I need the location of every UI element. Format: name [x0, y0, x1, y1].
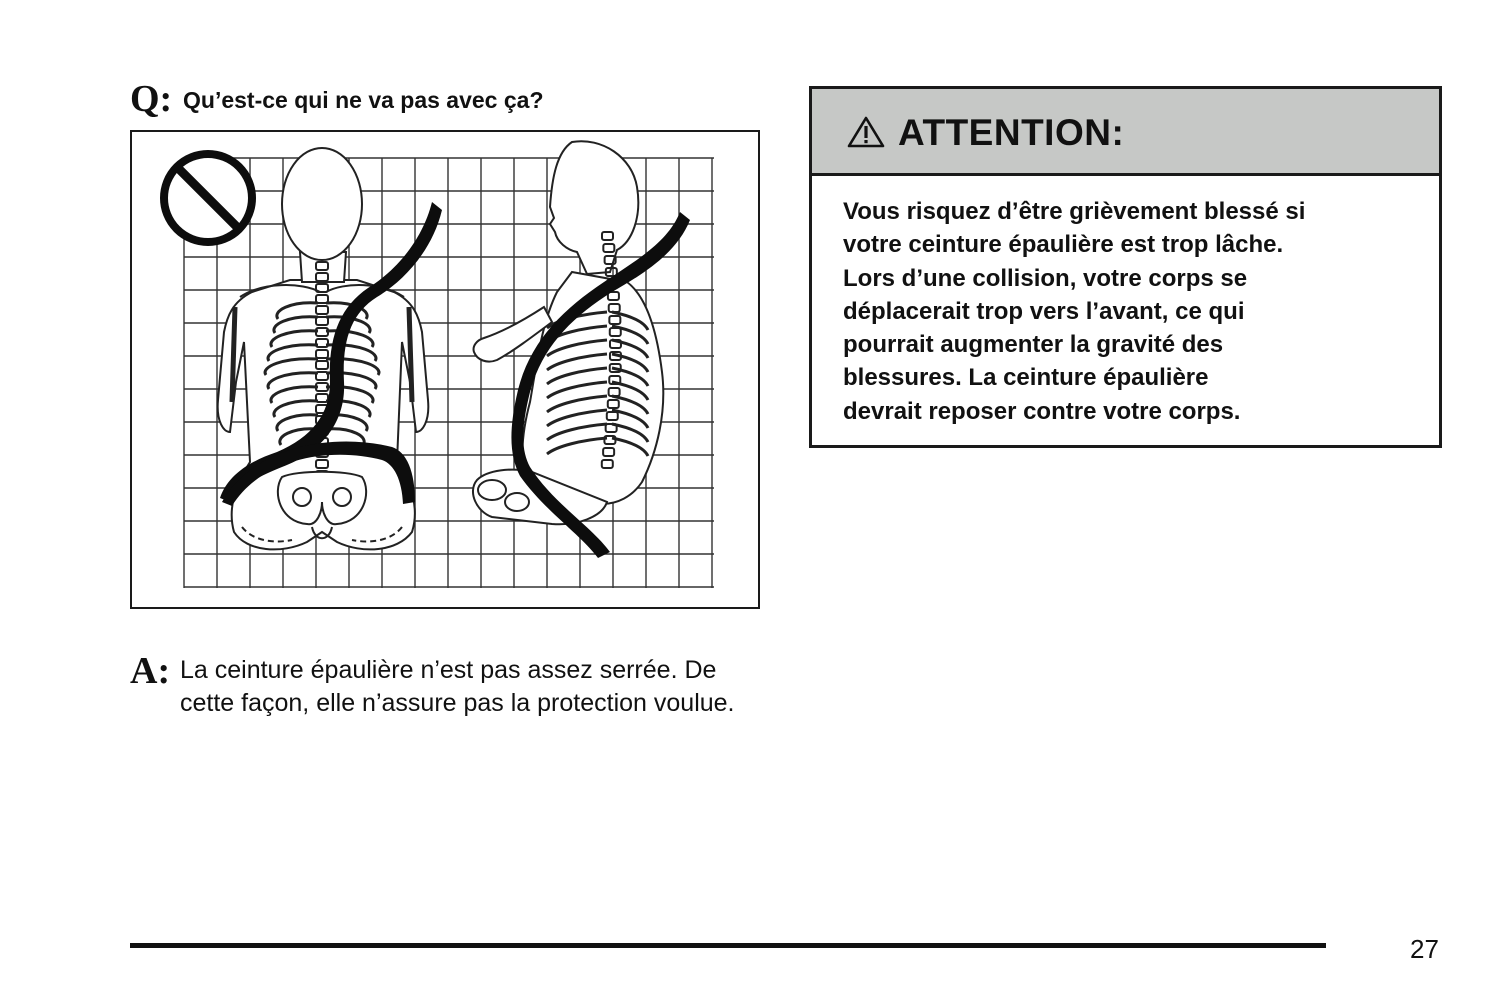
- page-number: 27: [1410, 934, 1439, 964]
- answer-text: La ceinture épaulière n’est pas assez serrée. De cette façon, elle n’assure pas la protection voulue.: [180, 656, 735, 717]
- question-text: Qu’est-ce qui ne va pas avec ça?: [183, 87, 544, 113]
- attention-line: devrait reposer contre votre corps.: [843, 397, 1241, 425]
- footer-rule: [130, 943, 1326, 948]
- attention-line: déplacerait trop vers l’avant, ce qui: [843, 297, 1245, 325]
- seatbelt-illustration: [130, 130, 760, 609]
- attention-header: [812, 89, 1439, 176]
- warning-triangle-icon: [846, 115, 886, 149]
- attention-body: [843, 195, 1423, 428]
- attention-box: [809, 86, 1442, 448]
- attention-title: ATTENTION:: [898, 112, 1125, 153]
- skeleton-side-view: [473, 141, 663, 524]
- attention-line: blessures. La ceinture épaulière: [843, 364, 1209, 392]
- answer-marker: A:: [130, 650, 171, 692]
- prohibition-icon: [164, 154, 252, 242]
- attention-line: votre ceinture épaulière est trop lâche.: [843, 231, 1284, 259]
- attention-line: pourrait augmenter la gravité des: [843, 331, 1224, 359]
- question-marker: Q:: [130, 78, 173, 120]
- attention-line: Lors d’une collision, votre corps se: [843, 264, 1248, 292]
- attention-line: Vous risquez d’être grièvement blessé si: [843, 198, 1306, 225]
